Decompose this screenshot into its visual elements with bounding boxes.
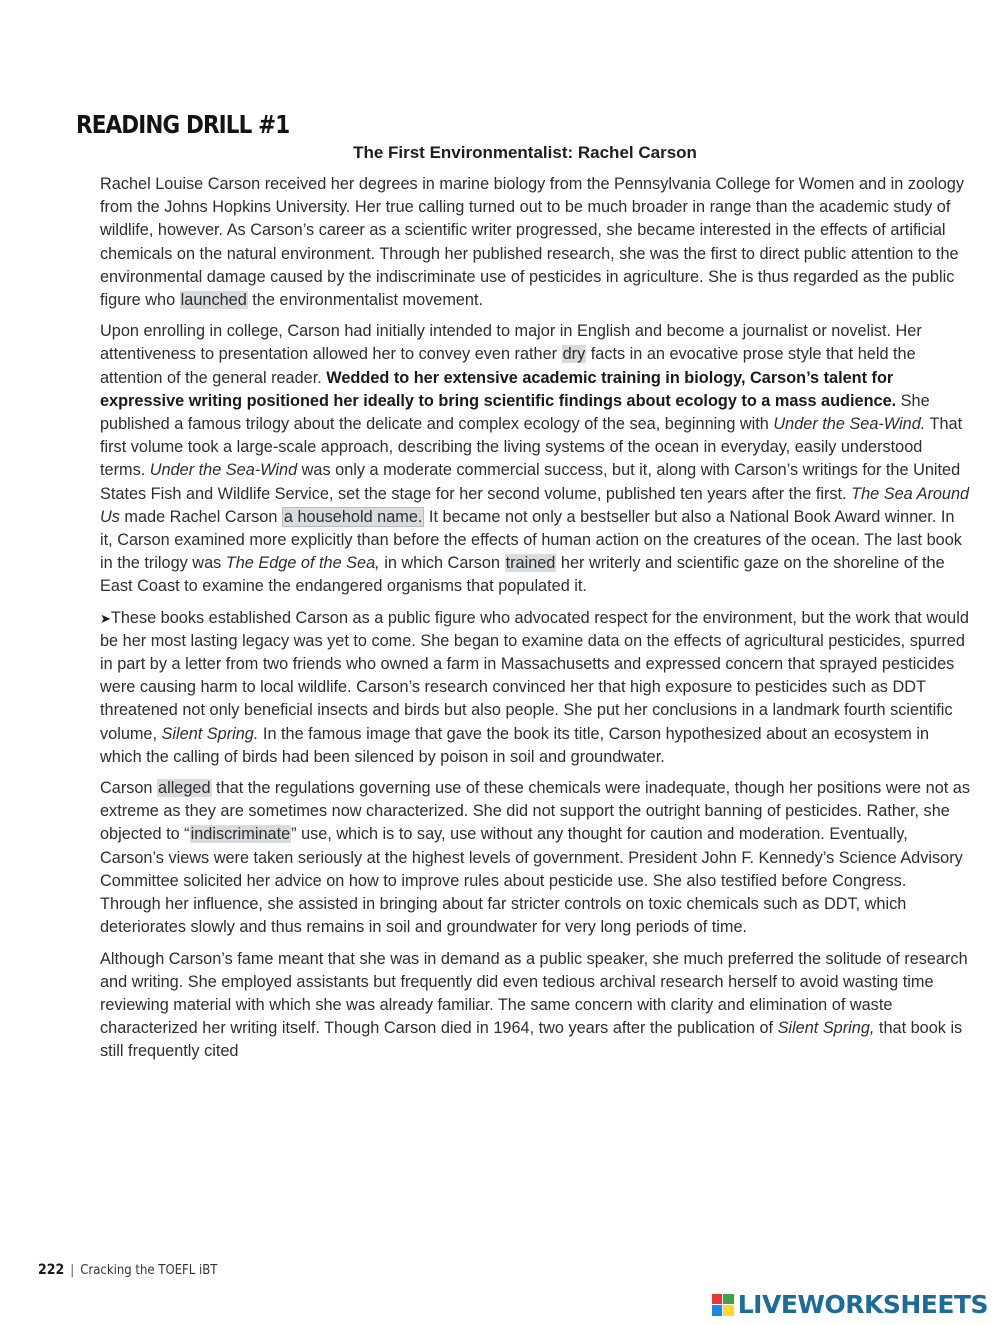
book-title-italic: Silent Spring, [777,1019,875,1038]
footer-separator: | [70,1263,75,1278]
text-span: made Rachel Carson [119,507,282,526]
highlighted-word-alleged[interactable]: alleged [158,779,211,798]
text-span: She published a famous trilogy about the delicate and complex ecology of the sea, beginning with [100,391,930,434]
text-span: That first volume took a large-scale approach, describing the living systems of the ocean in everyday, easily understood terms. [100,415,963,480]
article-body [100,173,970,1072]
paragraph-5 [100,948,970,1064]
text-span: that book is still frequently cited [100,1019,963,1061]
text-span: in which Carson [379,554,505,573]
arrow-marker-icon: ➤ [100,610,111,626]
text-span: Although Carson’s fame meant that she was in demand as a public speaker, she much preferred the solitude of research and writing. She employed assistants but frequently did even tedious archival research herself to avoid wasting time reviewing material with which she was already familiar. The same concern with clarity and elimination of waste characterized her writing itself. Though Carson died in 1964, two years after the publication of [100,949,968,1038]
text-span: was only a moderate commercial success, but it, along with Carson’s writings for the United States Fish and Wildlife Service, set the stage for her second volume, published ten years after the first. [100,461,961,503]
text-span: In the famous image that gave the book its title, Carson hypothesized about an ecosystem in which the calling of birds had been silenced by poison in soil and groundwater. [100,724,930,766]
bold-sentence[interactable]: Wedded to her extensive academic training in biology, Carson’s talent for expressive writing positioned her ideally to bring scientific findings about ecology to a mass audience. [100,368,897,410]
text-span: that the regulations governing use of these chemicals were inadequate, though her positions were not as extreme as they are sometimes now characterized. She did not support the outright banning of pesticides. Rather, she objected to “ [100,779,970,844]
paragraph-3 [100,607,970,769]
page-number: 222 [38,1262,65,1278]
highlighted-word-dry[interactable]: dry [562,345,586,364]
text-span: the environmentalist movement. [247,291,484,310]
paragraph-4 [100,777,970,939]
paragraph-2 [100,320,970,598]
book-title-italic: Under the Sea-Wind [149,461,298,480]
book-title-italic: Under the Sea-Wind. [773,415,926,434]
text-span: Carson [100,779,158,798]
watermark-text: LIVEWORKSHEETS [737,1290,988,1319]
page-footer [38,1262,217,1278]
liveworksheets-watermark [712,1290,988,1319]
text-span: It became not only a bestseller but also a National Book Award winner. In it, Carson examined more explicitly than before the effects of human action on the creatures of the ocean. The last book in the trilogy was [100,507,962,573]
text-span: Rachel Louise Carson received her degrees in marine biology from the Pennsylvania College for Women and in zoology from the Johns Hopkins University. Her true calling turned out to be much broader in range than the academic study of wildlife, however. As Carson’s career as a scientific writer progressed, she became interested in the effects of artificial chemicals on the natural environment. Through her published research, she was the first to direct public attention to the environmental damage caused by the indiscriminate use of pesticides in agriculture. She is thus regarded as the public figure who [100,175,964,310]
book-title-italic: The Sea Around Us [100,484,970,526]
liveworksheets-logo-icon [712,1294,734,1316]
text-span: facts in an evocative prose style that held the attention of the general reader. [100,345,916,387]
book-title-italic: The Edge of the Sea, [225,554,380,573]
text-span: Upon enrolling in college, Carson had initially intended to major in English and become a journalist or novelist. Her attentiveness to presentation allowed her to convey even rather [100,322,922,364]
drill-heading: READING DRILL #1 [76,110,290,139]
highlighted-phrase-household-name[interactable]: a household name. [283,507,423,526]
highlighted-word-indiscriminate[interactable]: indiscriminate [190,825,291,844]
book-title-italic: Silent Spring. [161,724,259,743]
highlighted-word-trained[interactable]: trained [505,554,556,573]
article-title: The First Environmentalist: Rachel Carson [353,143,697,162]
text-span: ” use, which is to say, use without any thought for caution and moderation. Eventually, Carson’s views were taken seriously at the highest levels of government. President John F. Kennedy’s Science Advisory Committee solicited her advice on how to improve rules about pesticide use. She also testified before Congress. Through her influence, she assisted in bringing about far stricter controls on toxic chemicals such as DDT, which deteriorates slowly and thus remains in soil and groundwater for very long periods of time. [100,825,963,937]
text-span: These books established Carson as a public figure who advocated respect for the environment, but the work that would be her most lasting legacy was yet to come. She began to examine data on the effects of agricultural pesticides, spurred in part by a letter from two friends who owned a farm in Massachusetts and expressed concern that sprayed pesticides were causing harm to local wildlife. Carson’s research convinced her that high exposure to pesticides such as DDT threatened not only beneficial insects and birds but also people. She put her conclusions in a landmark fourth scientific volume, [100,608,969,743]
highlighted-word-launched[interactable]: launched [180,291,247,310]
paragraph-1 [100,173,970,312]
text-span: her writerly and scientific gaze on the shoreline of the East Coast to examine the endangered organisms that populated it. [100,554,945,596]
book-title: Cracking the TOEFL iBT [80,1263,218,1278]
